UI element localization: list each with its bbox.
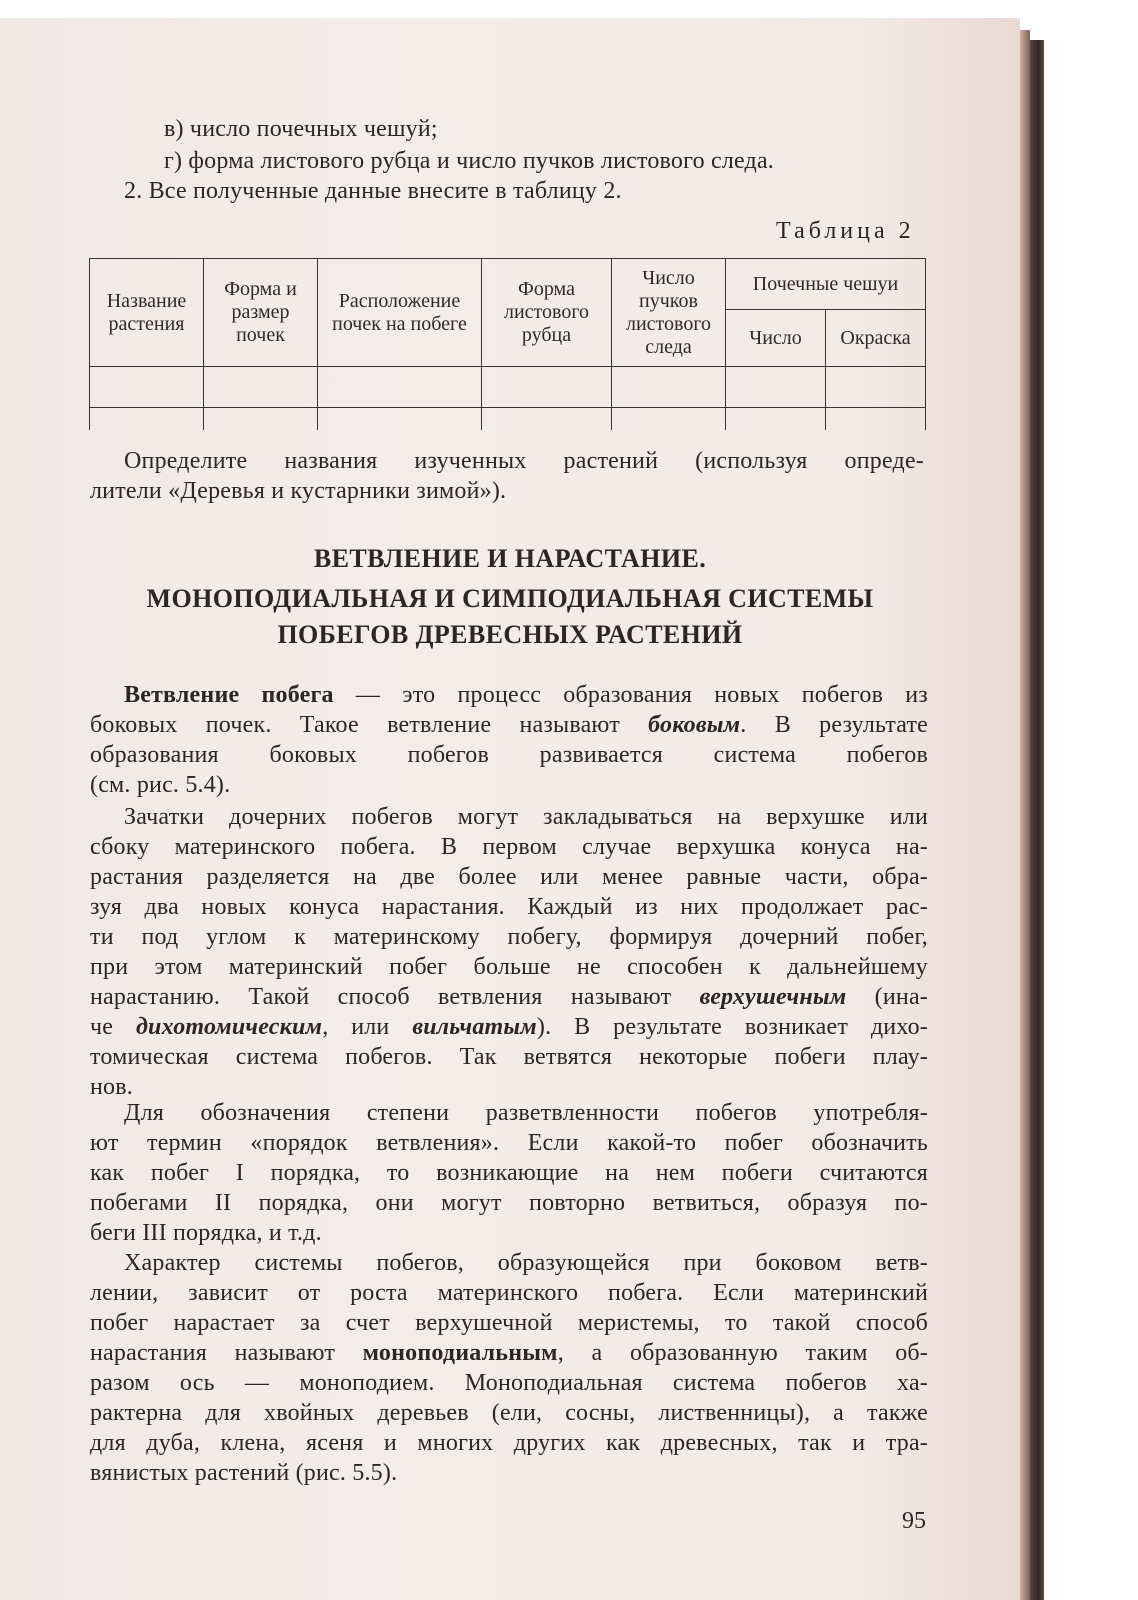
- list-item-2: 2. Все полученные данные внесите в таблицу 2.: [124, 178, 622, 204]
- p3-line-2: ют термин «порядок ветвления». Если какой-то побег обозначить: [90, 1130, 928, 1156]
- p2-line-4: зуя два новых конуса нарастания. Каждый из них продолжает рас-: [90, 894, 928, 920]
- p2-line-1: Зачатки дочерних побегов могут закладываться на верхушке или: [124, 804, 928, 830]
- header-scales-color: Окраска: [826, 310, 926, 367]
- section-title-line-2: МОНОПОДИАЛЬНАЯ И СИМПОДИАЛЬНАЯ СИСТЕМЫ: [146, 584, 874, 613]
- p1-line-2: боковых почек. Такое ветвление называют боковым. В результате: [90, 712, 928, 738]
- p2-line-7: нарастанию. Такой способ ветвления называют верхушечным (ина-: [90, 984, 928, 1010]
- p3-line-4: побегами II порядка, они могут повторно ветвиться, образуя по-: [90, 1190, 928, 1216]
- table-row: [90, 408, 926, 431]
- page-edge-shadow: [1020, 30, 1030, 1600]
- p1-line-4: (см. рис. 5.4).: [90, 772, 231, 798]
- instruction-line-1: Определите названия изученных растений (используя опреде-: [124, 448, 924, 474]
- instruction-line-2: лители «Деревья и кустарники зимой»).: [90, 478, 507, 504]
- page-number: 95: [902, 1508, 926, 1534]
- header-scales-number: Число: [726, 310, 826, 367]
- table-2: [89, 258, 926, 430]
- p4-line-1: Характер системы побегов, образующейся при боковом ветв-: [124, 1250, 928, 1276]
- p2-line-3: растания разделяется на две более или менее равные части, обра-: [90, 864, 928, 890]
- p3-line-5: беги III порядка, и т.д.: [90, 1220, 322, 1246]
- p2-line-5: ти под углом к материнскому побегу, формируя дочерний побег,: [90, 924, 928, 950]
- header-bundles: Число пучков листового следа: [612, 259, 726, 367]
- table-row: [90, 367, 926, 408]
- list-item-v: в) число почечных чешуй;: [164, 116, 438, 142]
- header-bud-scales: Почечные чешуи: [726, 259, 926, 310]
- p2-line-6: при этом материнский побег больше не способен к дальнейшему: [90, 954, 928, 980]
- p1-line-1: Ветвление побега — это процесс образования новых побегов из: [124, 682, 928, 708]
- p2-line-8: че дихотомическим, или вильчатым). В результате возникает дихо-: [90, 1014, 928, 1040]
- list-item-g: г) форма листового рубца и число пучков листового следа.: [164, 148, 774, 174]
- p2-line-10: нов.: [90, 1074, 133, 1100]
- section-title-line-1: ВЕТВЛЕНИЕ И НАРАСТАНИЕ.: [313, 544, 707, 573]
- section-title-line-3: ПОБЕГОВ ДРЕВЕСНЫХ РАСТЕНИЙ: [277, 620, 743, 649]
- header-leaf-scar: Форма листового рубца: [482, 259, 612, 367]
- p4-line-2: лении, зависит от роста материнского побега. Если материнский: [90, 1280, 928, 1306]
- p4-line-8: вянистых растений (рис. 5.5).: [90, 1460, 398, 1486]
- p4-line-3: побег нарастает за счет верхушечной меристемы, то такой способ: [90, 1310, 928, 1336]
- p3-line-3: как побег I порядка, то возникающие на нем побеги считаются: [90, 1160, 928, 1186]
- header-plant-name: Название растения: [90, 259, 204, 367]
- p2-line-2: сбоку материнского побега. В первом случае верхушка конуса на-: [90, 834, 928, 860]
- p4-line-4: нарастания называют моноподиальным, а образованную таким об-: [90, 1340, 928, 1366]
- p2-line-9: томическая система побегов. Так ветвятся некоторые побеги плау-: [90, 1044, 928, 1070]
- term-branching: Ветвление побега: [124, 682, 334, 708]
- book-spine-edge: [1030, 40, 1044, 1600]
- p1-line-3: образования боковых побегов развивается система побегов: [90, 742, 928, 768]
- p3-line-1: Для обозначения степени разветвленности побегов употребля-: [124, 1100, 928, 1126]
- scan-margin: [1044, 60, 1138, 1600]
- header-bud-shape: Форма и размер почек: [204, 259, 318, 367]
- p4-line-5: разом ось — моноподием. Моноподиальная система побегов ха-: [90, 1370, 928, 1396]
- p4-line-6: рактерна для хвойных деревьев (ели, сосны, лиственницы), а также: [90, 1400, 928, 1426]
- table-caption: Таблица 2: [776, 218, 915, 244]
- p4-line-7: для дуба, клена, ясеня и многих других как древесных, так и тра-: [90, 1430, 928, 1456]
- header-bud-position: Расположение почек на побеге: [318, 259, 482, 367]
